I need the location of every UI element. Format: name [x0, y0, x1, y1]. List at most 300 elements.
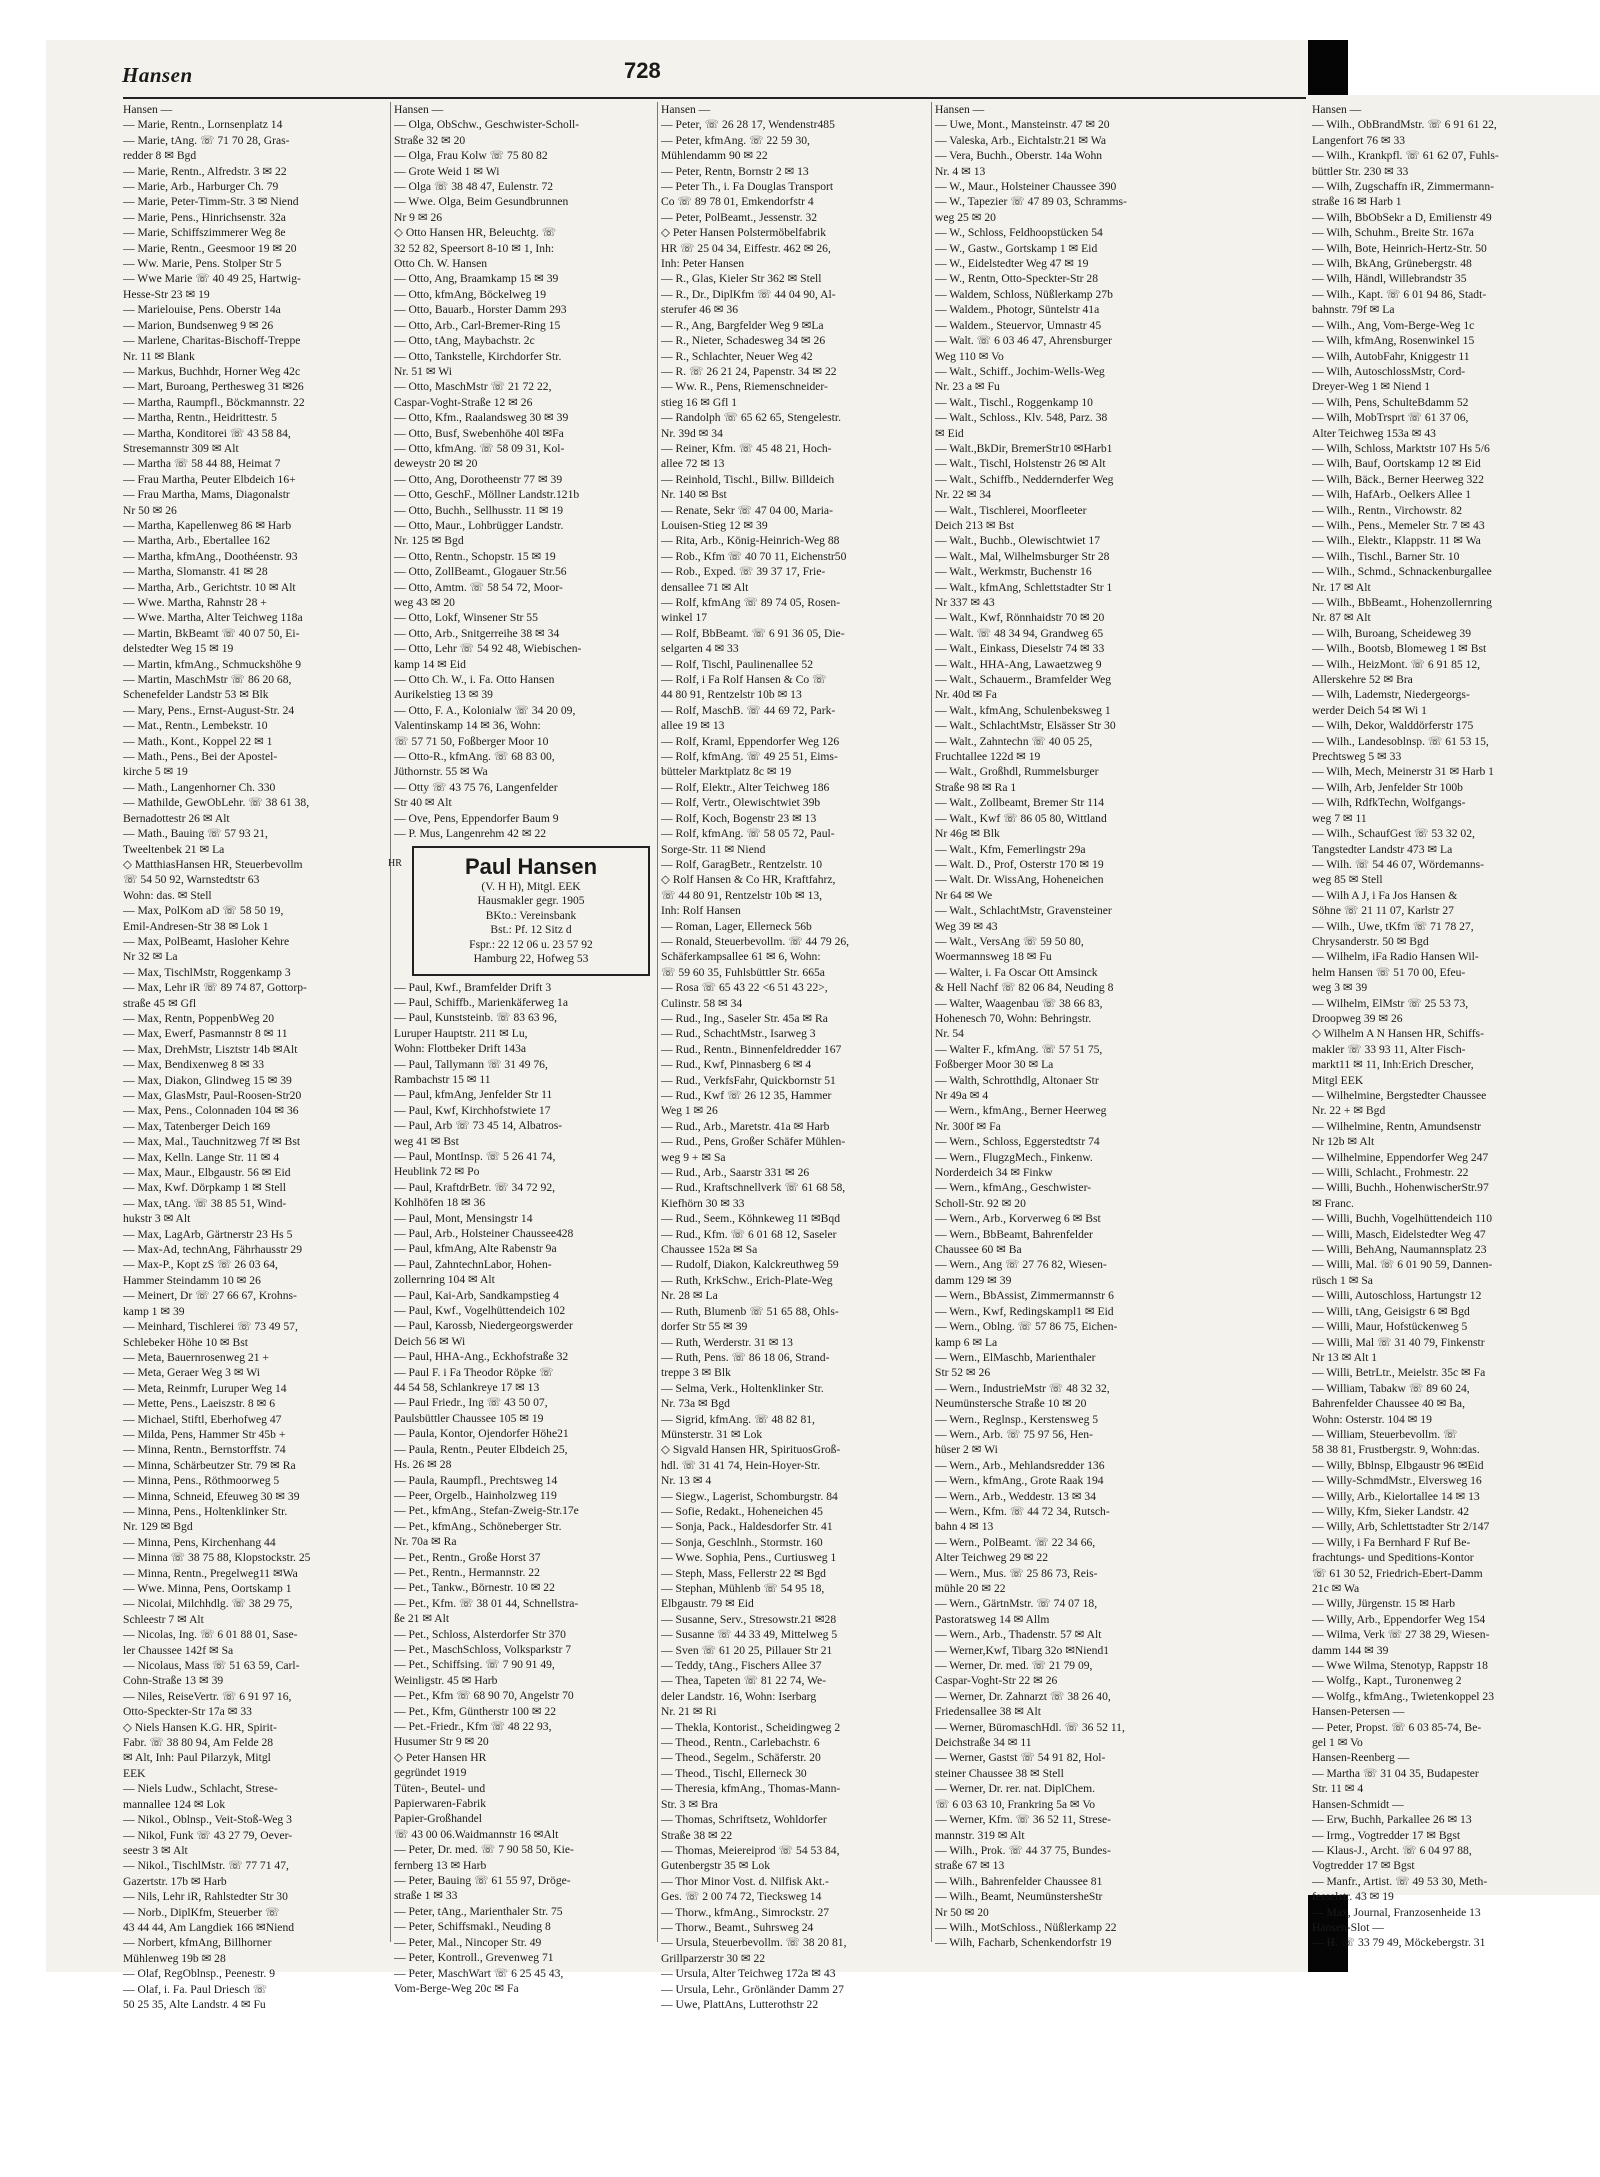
directory-entry: — Marie, tAng. ☏ 71 70 28, Gras-: [123, 133, 290, 147]
directory-entry: — Werner, Dr. rer. nat. DiplChem.: [935, 1782, 1096, 1796]
directory-entry: Nr 46g ✉ Blk: [935, 827, 1000, 841]
directory-entry: — Walt. D., Prof, Osterstr 170 ✉ 19: [935, 857, 1104, 871]
directory-entry: — Rud., Rentn., Binnenfeldredder 167: [661, 1042, 842, 1056]
directory-entry: — Wilh., Rentn., Virchowstr. 82: [1312, 503, 1463, 517]
directory-entry: weg 3 ✉ 39: [1312, 981, 1368, 995]
directory-entry: — Willi, BehAng, Naumannsplatz 23: [1312, 1243, 1487, 1257]
directory-entry: Schenefelder Landstr 53 ✉ Blk: [123, 688, 269, 702]
directory-entry: Neumünstersche Straße 10 ✉ 20: [935, 1397, 1087, 1411]
directory-entry: — Max, Bendixenweg 8 ✉ 33: [123, 1058, 265, 1072]
directory-entry: — Wolfg., kfmAng., Twietenkoppel 23: [1312, 1689, 1495, 1703]
directory-column-4: [935, 102, 1197, 1951]
directory-entry: — Wilh., Schmd., Schnackenburgallee: [1312, 565, 1492, 579]
directory-entry: — Wern., kfmAng., Geschwister-: [935, 1181, 1092, 1195]
ad-line: Fspr.: 22 12 06 u. 23 57 92: [469, 938, 593, 951]
directory-entry: — Martin, kfmAng., Schmuckshöhe 9: [123, 657, 302, 671]
directory-entry: kirche 5 ✉ 19: [123, 765, 188, 779]
directory-entry: — Paul, Schiffb., Marienkäferweg 1a: [394, 995, 568, 1009]
directory-entry: Otto Ch. W. Hansen: [394, 257, 488, 271]
directory-entry: — Willy, i Fa Bernhard F Ruf Be-: [1312, 1535, 1471, 1549]
directory-entry: — Wern., ElMaschb, Marienthaler: [935, 1350, 1096, 1364]
directory-entry: ☏ 6 03 63 10, Frankring 5a ✉ Vo: [935, 1797, 1096, 1811]
directory-entry: — Rud., Kfm. ☏ 6 01 68 12, Saseler: [661, 1227, 837, 1241]
directory-entry: — Markus, Buchhdr, Horner Weg 42c: [123, 364, 301, 378]
directory-entry: ✉ Eid: [935, 426, 964, 440]
directory-entry: Wohn: Osterstr. 104 ✉ 19: [1312, 1412, 1432, 1426]
directory-entry: — Pet., kfmAng., Stefan-Zweig-Str.17e: [394, 1504, 579, 1518]
directory-entry: — Wilh A J, i Fa Jos Hansen &: [1312, 888, 1458, 902]
directory-entry: Kohlhöfen 18 ✉ 36: [394, 1196, 486, 1210]
directory-entry: — Sigrid, kfmAng. ☏ 48 82 81,: [661, 1412, 815, 1426]
directory-entry: — Otto-R., kfmAng. ☏ 68 83 00,: [394, 750, 555, 764]
directory-entry: — Thor Minor Vost. d. Nilfisk Akt.-: [661, 1874, 829, 1888]
directory-entry: — Minna, Rentn., Pregelweg11 ✉Wa: [123, 1566, 298, 1580]
directory-entry: — Wilh, Schuhm., Breite Str. 167a: [1312, 226, 1474, 240]
ad-line: (V. H H), Mitgl. EEK: [481, 880, 581, 893]
directory-entry: — Willi, Buchh., HohenwischerStr.97: [1312, 1181, 1489, 1195]
directory-entry: selgarten 4 ✉ 33: [661, 642, 739, 656]
directory-entry: ◇ Peter Hansen Polstermöbelfabrik: [661, 226, 827, 240]
directory-entry: steiner Chaussee 38 ✉ Stell: [935, 1766, 1064, 1780]
directory-entry: — Wern., Kfm. ☏ 44 72 34, Rutsch-: [935, 1504, 1110, 1518]
directory-entry: damm 129 ✉ 39: [935, 1273, 1012, 1287]
directory-entry: Nr. 51 ✉ Wi: [394, 364, 452, 378]
directory-entry: — Wilh, Arb, Jenfelder Str 100b: [1312, 780, 1463, 794]
directory-column-2: [388, 102, 656, 1996]
directory-entry: — Wwe Marie ☏ 40 49 25, Hartwig-: [123, 272, 301, 286]
directory-entry: — Peter, ☏ 26 28 17, Wendenstr485: [661, 118, 835, 132]
directory-entry: — Rud., VerkfsFahr, Quickbornstr 51: [661, 1073, 836, 1087]
directory-entry: — Wilh., Bootsb, Blomeweg 1 ✉ Bst: [1312, 642, 1487, 656]
directory-entry: — Max, Maur., Elbgaustr. 56 ✉ Eid: [123, 1166, 291, 1180]
directory-entry: — R., Nieter, Schadesweg 34 ✉ 26: [661, 334, 826, 348]
directory-entry: Hansen-Slot —: [1312, 1920, 1384, 1934]
directory-entry: — Nicolaus, Mass ☏ 51 63 59, Carl-: [123, 1659, 300, 1673]
directory-entry: — Walt., Kwf, Rönnhaidstr 70 ✉ 20: [935, 611, 1105, 625]
directory-entry: — Wilh., Pens., Memeler Str. 7 ✉ 43: [1312, 518, 1485, 532]
directory-entry: — Walt., VersAng ☏ 59 50 80,: [935, 934, 1084, 948]
directory-entry: — Walt., Großhdl, Rummelsburger: [935, 765, 1099, 779]
directory-entry: — Werner, Dr. Zahnarzt ☏ 38 26 40,: [935, 1689, 1111, 1703]
directory-entry: Tüten-, Beutel- und: [394, 1781, 486, 1795]
directory-column-5: [1312, 102, 1596, 1951]
directory-entry: ☏ 59 60 35, Fuhlsbüttler Str. 665a: [661, 965, 825, 979]
directory-entry: — Walt. Dr. WissAng, Hoheneichen: [935, 873, 1104, 887]
directory-entry: — Marie, Schiffszimmerer Weg 8e: [123, 226, 286, 240]
directory-entry: Nr. 70a ✉ Ra: [394, 1535, 457, 1549]
directory-entry: — Math., Langenhorner Ch. 330: [123, 780, 276, 794]
directory-entry: — Walt.,BkDir, BremerStr10 ✉Harb1: [935, 441, 1113, 455]
directory-entry: weg 41 ✉ Bst: [394, 1134, 459, 1148]
directory-entry: ✉ Alt, Inh: Paul Pilarzyk, Mitgl: [123, 1751, 271, 1765]
directory-entry: Papier-Großhandel: [394, 1812, 482, 1826]
directory-entry: — Wilh., Kapt. ☏ 6 01 94 86, Stadt-: [1312, 287, 1487, 301]
directory-entry: — Olga ☏ 38 48 47, Eulenstr. 72: [394, 180, 554, 194]
directory-entry: — Walt., Zahntechn ☏ 40 05 25,: [935, 734, 1093, 748]
directory-entry: — Walt., Tischlerei, Moorfleeter: [935, 503, 1087, 517]
directory-entry: — Paula, Raumpfl., Prechtsweg 14: [394, 1473, 558, 1487]
directory-entry: — Paul, Arb ☏ 73 45 14, Albatros-: [394, 1119, 563, 1133]
directory-entry: — William, Tabakw ☏ 89 60 24,: [1312, 1381, 1470, 1395]
directory-entry: — Pet.-Friedr., Kfm ☏ 48 22 93,: [394, 1720, 552, 1733]
directory-entry: — Wwe Wilma, Stenotyp, Rappstr 18: [1312, 1659, 1488, 1673]
directory-entry: — Wilh, Bauf, Oortskamp 12 ✉ Eid: [1312, 457, 1481, 471]
directory-entry: Straße 38 ✉ 22: [661, 1828, 733, 1842]
directory-entry: ◇ Sigvald Hansen HR, SpirituosGroß-: [661, 1443, 841, 1457]
directory-entry: Fruchtallee 122d ✉ 19: [935, 750, 1041, 764]
directory-entry: — Rolf, MaschB. ☏ 44 69 72, Park-: [661, 703, 836, 717]
column-divider: [931, 102, 932, 1942]
directory-entry: — Olaf, i. Fa. Paul Driesch ☏: [123, 1982, 268, 1996]
directory-entry: — Wilh., Landesoblnsp. ☏ 61 53 15,: [1312, 734, 1489, 748]
directory-entry: Langenfort 76 ✉ 33: [1312, 133, 1406, 147]
directory-entry: — Niels Ludw., Schlacht, Strese-: [123, 1782, 278, 1796]
directory-entry: straße 1 ✉ 33: [394, 1889, 458, 1903]
directory-entry: — Willy, Bblnsp, Elbgaustr 96 ✉Eid: [1312, 1458, 1484, 1472]
directory-entry: — Minna, Pens, Kirchenhang 44: [123, 1535, 276, 1549]
directory-entry: büttler Str. 230 ✉ 33: [1312, 164, 1409, 178]
directory-entry: — Marie, Rentn., Geesmoor 19 ✉ 20: [123, 241, 297, 255]
directory-entry: Schäferkampsallee 61 ✉ 6, Wohn:: [661, 950, 821, 964]
ad-line: Hamburg 22, Hofweg 53: [473, 953, 589, 965]
directory-entry: — Peter, PolBeamt., Jessenstr. 32: [661, 210, 818, 224]
directory-entry: — Rolf, kfmAng ☏ 89 74 05, Rosen-: [661, 596, 841, 609]
directory-entry: — Waldem., Photogr, Süntelstr 41a: [935, 303, 1100, 317]
directory-entry: — Wwe. Olga, Beim Gesundbrunnen: [394, 195, 569, 209]
directory-entry: — Martha ☏ 58 44 88, Heimat 7: [123, 457, 281, 471]
directory-entry: ◇ Wilhelm A N Hansen HR, Schiffs-: [1312, 1027, 1484, 1041]
directory-entry: — Walt., SchlachtMstr, Gravensteiner: [935, 904, 1112, 918]
directory-entry: — Frau Martha, Peuter Elbdeich 16+: [123, 472, 296, 486]
directory-entry: Heublink 72 ✉ Po: [394, 1165, 480, 1179]
directory-entry: — Ruth, Werderstr. 31 ✉ 13: [661, 1335, 793, 1349]
directory-entry: — Walter F., kfmAng. ☏ 57 51 75,: [935, 1042, 1103, 1056]
directory-entry: — Otto, Buchh., Sellhusstr. 11 ✉ 19: [394, 503, 564, 517]
directory-entry: — Walter, Waagenbau ☏ 38 66 83,: [935, 996, 1103, 1010]
directory-entry: — Pet., Rentn., Hermannstr. 22: [394, 1565, 540, 1579]
directory-entry: — Pet., Kfm, Güntherstr 100 ✉ 22: [394, 1704, 557, 1718]
directory-entry: Ges. ☏ 2 00 74 72, Tiecksweg 14: [661, 1890, 822, 1904]
directory-entry: Nr. 54: [935, 1027, 964, 1041]
directory-entry: — Wern., kfmAng., Grote Raak 194: [935, 1474, 1104, 1488]
directory-entry: gel 1 ✉ Vo: [1312, 1736, 1363, 1750]
directory-entry: — Wern., Ang ☏ 27 76 82, Wiesen-: [935, 1258, 1107, 1272]
directory-entry: Nr 49a ✉ 4: [935, 1089, 989, 1102]
directory-entry: 32 52 82, Speersort 8-10 ✉ 1, Inh:: [394, 241, 555, 255]
directory-entry: — Wilh, MobTrsprt ☏ 61 37 06,: [1312, 411, 1469, 425]
column-divider: [657, 102, 658, 1942]
directory-entry: Hs. 26 ✉ 28: [394, 1458, 452, 1472]
directory-entry: — Ursula, Alter Teichweg 172a ✉ 43: [661, 1967, 836, 1981]
directory-entry: — Wilh, Dekor, Walddörferstr 175: [1312, 719, 1474, 733]
directory-entry: — Pet., Schloss, Alsterdorfer Str 370: [394, 1627, 566, 1641]
directory-entry: — Otto, Rentn., Schopstr. 15 ✉ 19: [394, 549, 556, 563]
directory-entry: Straße 32 ✉ 20: [394, 133, 466, 147]
directory-entry: — Renate, Sekr ☏ 47 04 00, Maria-: [661, 503, 833, 517]
directory-entry: — Wilh, Zugschaffn iR, Zimmermann-: [1312, 180, 1494, 194]
directory-entry: — Wilh, Mech, Meinerstr 31 ✉ Harb 1: [1312, 765, 1494, 779]
directory-entry: — Wern., PolBeamt. ☏ 22 34 66,: [935, 1535, 1096, 1549]
directory-entry: Nr. 28 ✉ La: [661, 1289, 718, 1303]
directory-entry: Tweeltenbek 21 ✉ La: [123, 842, 225, 856]
directory-entry: gegründet 1919: [394, 1766, 467, 1780]
directory-entry: Fabr. ☏ 38 80 94, Am Felde 28: [123, 1736, 274, 1750]
directory-entry: Scholl-Str. 92 ✉ 20: [935, 1196, 1026, 1210]
directory-entry: — Minna, Pens., Röthmoorweg 5: [123, 1474, 280, 1488]
directory-entry: bütteler Marktplatz 8c ✉ 19: [661, 765, 792, 779]
directory-entry: Weg 110 ✉ Vo: [935, 349, 1004, 363]
directory-entry: — Peter, Mal., Nincoper Str. 49: [394, 1935, 542, 1949]
directory-entry: Inh: Peter Hansen: [661, 257, 745, 271]
directory-entry: Caspar-Voght-Str 22 ✉ 26: [935, 1674, 1058, 1688]
directory-entry: — Pet., Rentn., Große Horst 37: [394, 1550, 541, 1564]
directory-entry: — Ursula, Steuerbevollm. ☏ 38 20 81,: [661, 1936, 847, 1950]
directory-entry: — Willi, Masch, Eidelstedter Weg 47: [1312, 1227, 1486, 1241]
directory-entry: — Paul, Mont, Mensingstr 14: [394, 1211, 533, 1225]
directory-entry: 43 44 44, Am Langdiek 166 ✉Niend: [123, 1920, 295, 1934]
directory-entry: — Paul, Kwf, Kirchhofstwiete 17: [394, 1103, 551, 1117]
directory-entry: Mitgl EEK: [1312, 1073, 1364, 1087]
directory-entry: — Pet., Kfm. ☏ 38 01 44, Schnellstra-: [394, 1596, 579, 1610]
directory-entry: — Theod., Rentn., Carlebachstr. 6: [661, 1736, 820, 1750]
directory-entry: Deich 56 ✉ Wi: [394, 1334, 466, 1348]
directory-entry: — Pet., kfmAng., Schöneberger Str.: [394, 1519, 562, 1533]
directory-entry: Otto-Speckter-Str 17a ✉ 33: [123, 1705, 252, 1719]
directory-entry: — Rolf, Tischl, Paulinenallee 52: [661, 657, 814, 671]
ad-title: Paul Hansen: [464, 853, 598, 879]
directory-entry: — Walt., Einkass, Dieselstr 74 ✉ 33: [935, 642, 1105, 656]
directory-entry: — Max, Journal, Franzosenheide 13: [1312, 1905, 1481, 1919]
directory-entry: — R., Schlachter, Neuer Weg 42: [661, 349, 813, 363]
directory-entry: Nr. 125 ✉ Bgd: [394, 534, 464, 548]
directory-entry: Bernadottestr 26 ✉ Alt: [123, 811, 230, 825]
directory-entry: — Thea, Tapeten ☏ 81 22 74, We-: [661, 1674, 827, 1688]
directory-entry: allee 19 ✉ 13: [661, 719, 725, 733]
directory-entry: — Wilh, HafArb., Oelkers Allee 1: [1312, 488, 1472, 502]
directory-entry: — Grote Weid 1 ✉ Wi: [394, 164, 500, 178]
directory-entry: Elbgaustr. 79 ✉ Eid: [661, 1597, 754, 1611]
directory-entry: — R., Ang, Bargfelder Weg 9 ✉La: [661, 318, 824, 332]
directory-entry: — W., Maur., Holsteiner Chaussee 390: [935, 180, 1117, 194]
directory-entry: — R., Dr., DiplKfm ☏ 44 04 90, Al-: [661, 287, 836, 301]
page-header: [76, 58, 1256, 98]
ad-line: Hausmakler gegr. 1905: [477, 895, 585, 907]
directory-entry: Prechtsweg 5 ✉ 33: [1312, 750, 1402, 764]
directory-entry: — Werner, BüromaschHdl. ☏ 36 52 11,: [935, 1720, 1125, 1734]
running-head: Hansen: [122, 63, 193, 87]
directory-entry: — Werner, Kfm. ☏ 36 52 11, Strese-: [935, 1813, 1112, 1827]
directory-entry: — Paul, kfmAng, Alte Rabenstr 9a: [394, 1242, 557, 1256]
directory-entry: redder 8 ✉ Bgd: [123, 149, 197, 163]
directory-entry: hukstr 3 ✉ Alt: [123, 1212, 191, 1226]
directory-entry: — Rolf, Vertr., Olewischtwiet 39b: [661, 796, 821, 810]
directory-entry: — Willy, Arb, Schlettstadter Str 2/147: [1312, 1520, 1490, 1534]
directory-entry: — Uwe, Mont., Mansteinstr. 47 ✉ 20: [935, 118, 1110, 132]
directory-entry: — Rud., Arb., Maretstr. 41a ✉ Harb: [661, 1119, 830, 1133]
directory-entry: — Martin, BkBeamt ☏ 40 07 50, Ei-: [123, 626, 300, 640]
directory-entry: — Susanne ☏ 44 33 49, Mittelweg 5: [661, 1628, 838, 1642]
directory-entry: — Wilh., Krankpfl. ☏ 61 62 07, Fuhls-: [1312, 149, 1499, 163]
directory-entry: fernberg 13 ✉ Harb: [394, 1858, 487, 1872]
directory-entry: — Wilh., ObBrandMstr. ☏ 6 91 61 22,: [1312, 118, 1497, 132]
directory-entry: — Manfr., Artist. ☏ 49 53 30, Meth-: [1312, 1874, 1488, 1888]
directory-entry: werder Deich 54 ✉ Wi 1: [1312, 703, 1427, 717]
directory-entry: — Paul, Kwf., Bramfelder Drift 3: [394, 980, 552, 994]
directory-entry: — Otto Ch. W., i. Fa. Otto Hansen: [394, 673, 555, 687]
directory-entry: Nr. 40d ✉ Fa: [935, 688, 997, 702]
directory-entry: — Otto, Kfm., Raalandsweg 30 ✉ 39: [394, 411, 569, 425]
directory-entry: — Wilh., Tischl., Barner Str. 10: [1312, 549, 1460, 563]
directory-entry: Rambachstr 15 ✉ 11: [394, 1072, 491, 1086]
directory-entry: — Wern., Arb., Thadenstr. 57 ✉ Alt: [935, 1628, 1102, 1642]
directory-entry: — Sonja, Geschlnh., Stormstr. 160: [661, 1535, 823, 1549]
directory-entry: — Wilh, BbObSekr a D, Emilienstr 49: [1312, 210, 1492, 224]
directory-entry: Allerskehre 52 ✉ Bra: [1312, 673, 1413, 687]
directory-entry: Mühlenweg 19b ✉ 28: [123, 1951, 226, 1965]
directory-entry: ◇ Rolf Hansen & Co HR, Kraftfahrz,: [661, 873, 836, 887]
directory-entry: — Olga, ObSchw., Geschwister-Scholl-: [394, 118, 580, 132]
directory-entry: — Willi, Autoschloss, Hartungstr 12: [1312, 1289, 1482, 1303]
directory-entry: Mühlendamm 90 ✉ 22: [661, 149, 768, 163]
directory-entry: Kiefhörn 30 ✉ 33: [661, 1196, 745, 1210]
directory-entry: — Paul, Kai-Arb, Sandkampstieg 4: [394, 1288, 559, 1302]
directory-entry: — Max, Tatenberger Deich 169: [123, 1119, 271, 1133]
directory-entry: — Steph, Mass, Fellerstr 22 ✉ Bgd: [661, 1566, 826, 1580]
directory-entry: — Martha ☏ 31 04 35, Budapester: [1312, 1766, 1479, 1780]
directory-entry: makler ☏ 33 93 11, Alter Fisch-: [1312, 1042, 1466, 1056]
directory-entry: Deich 213 ✉ Bst: [935, 518, 1014, 532]
directory-entry: — Walt., HHA-Ang, Lawaetzweg 9: [935, 657, 1102, 671]
directory-entry: — Rud., Kwf ☏ 26 12 35, Hammer: [661, 1089, 832, 1102]
directory-entry: weg 85 ✉ Stell: [1312, 873, 1383, 887]
directory-entry: Norderdeich 34 ✉ Finkw: [935, 1166, 1053, 1180]
directory-entry: — Vera, Buchh., Oberstr. 14a Wohn: [935, 149, 1103, 163]
directory-entry: — Minna, Schärbeutzer Str. 79 ✉ Ra: [123, 1458, 296, 1472]
directory-entry: — Valeska, Arb., Eichtalstr.21 ✉ Wa: [935, 133, 1106, 147]
directory-entry: Nr. 17 ✉ Alt: [1312, 580, 1371, 594]
directory-entry: 44 80 91, Rentzelstr 10b ✉ 13: [661, 688, 802, 702]
directory-entry: — Siegw., Lagerist, Schomburgstr. 84: [661, 1489, 838, 1503]
directory-entry: Str 40 ✉ Alt: [394, 796, 452, 810]
directory-entry: mannallee 124 ✉ Lok: [123, 1797, 226, 1811]
directory-entry: Nr. 13 ✉ 4: [661, 1474, 712, 1488]
directory-entry: — Martha, kfmAng., Doothéenstr. 93: [123, 549, 298, 563]
directory-entry: — Mat., Rentn., Lembekstr. 10: [123, 719, 268, 733]
directory-entry: — Paul, Kunststeinb. ☏ 83 63 96,: [394, 1011, 557, 1025]
directory-entry: — W., Rentn, Otto-Speckter-Str 28: [935, 272, 1099, 286]
directory-entry: — R., Glas, Kieler Str 362 ✉ Stell: [661, 272, 822, 286]
directory-entry: — Marie, Rentn., Lornsenplatz 14: [123, 118, 283, 132]
directory-entry: dorfer Str 55 ✉ 39: [661, 1320, 748, 1334]
directory-entry: hdl. ☏ 31 41 74, Hein-Hoyer-Str.: [661, 1458, 821, 1472]
directory-entry: Husumer Str 9 ✉ 20: [394, 1735, 489, 1749]
directory-entry: Söhne ☏ 21 11 07, Karlstr 27: [1312, 904, 1454, 918]
directory-entry: — Wilh, BkAng, Grünebergstr. 48: [1312, 257, 1472, 271]
directory-entry: 21c ✉ Wa: [1312, 1582, 1360, 1595]
directory-entry: — Pet., Schiffsing. ☏ 7 90 91 49,: [394, 1658, 555, 1672]
directory-entry: Louisen-Stieg 12 ✉ 39: [661, 518, 768, 532]
directory-entry: — Wilh., Uwe, tKfm ☏ 71 78 27,: [1312, 919, 1474, 933]
directory-entry: EEK: [123, 1766, 146, 1780]
directory-entry: — Wilh., HeizMont. ☏ 6 91 85 12,: [1312, 657, 1481, 671]
directory-entry: Alter Teichweg 153a ✉ 43: [1312, 426, 1436, 440]
directory-entry: Tangstedter Landstr 473 ✉ La: [1312, 842, 1453, 856]
directory-entry: — Minna ☏ 38 75 88, Klopstockstr. 25: [123, 1551, 311, 1565]
directory-entry: Valentinskamp 14 ✉ 36, Wohn:: [394, 719, 541, 733]
directory-entry: — Marie, Peter-Timm-Str. 3 ✉ Niend: [123, 195, 299, 209]
directory-entry: — W., Eidelstedter Weg 47 ✉ 19: [935, 257, 1089, 271]
directory-entry: — Wilh., Bahrenfelder Chaussee 81: [935, 1874, 1103, 1888]
directory-entry: ◇ Otto Hansen HR, Beleuchtg. ☏: [394, 226, 557, 240]
directory-entry: — Wilhelmine, Bergstedter Chaussee: [1312, 1089, 1487, 1102]
directory-entry: — Peter Th., i. Fa Douglas Transport: [661, 180, 834, 194]
directory-entry: — Walt., Tischl, Holstenstr 26 ✉ Alt: [935, 457, 1106, 471]
directory-entry: — Wern., kfmAng., Berner Heerweg: [935, 1104, 1107, 1118]
directory-entry: Nr 32 ✉ La: [123, 950, 178, 964]
directory-entry: — Martha, Konditorei ☏ 43 58 84,: [123, 426, 291, 440]
directory-entry: — Frau Martha, Mams, Diagonalstr: [123, 488, 290, 502]
directory-entry: — Martha, Kapellenweg 86 ✉ Harb: [123, 518, 292, 532]
directory-entry: — Waldem, Schloss, Nüßlerkamp 27b: [935, 287, 1113, 301]
directory-entry: — Meinhard, Tischlerei ☏ 73 49 57,: [123, 1320, 298, 1334]
directory-entry: — Rud., Ing., Saseler Str. 45a ✉ Ra: [661, 1011, 828, 1025]
directory-column-3: [661, 102, 923, 2012]
directory-entry: Jüthornstr. 55 ✉ Wa: [394, 765, 488, 779]
directory-entry: fesselstr. 43 ✉ 19: [1312, 1890, 1394, 1904]
directory-entry: bahnstr. 79f ✉ La: [1312, 303, 1395, 317]
directory-entry: — Nicolai, Milchhdlg. ☏ 38 29 75,: [123, 1597, 293, 1611]
directory-entry: Hansen-Petersen —: [1312, 1705, 1405, 1719]
directory-entry: Grillparzerstr 30 ✉ 22: [661, 1951, 766, 1965]
directory-entry: — Max, Pens., Colonnaden 104 ✉ 36: [123, 1104, 299, 1118]
directory-entry: — Walt., Tischl., Roggenkamp 10: [935, 395, 1093, 409]
directory-entry: — Minna, Pens., Holtenklinker Str.: [123, 1504, 288, 1518]
directory-entry: Hansen —: [661, 103, 711, 116]
directory-entry: — Wwe. Martha, Alter Teichweg 118a: [123, 611, 303, 625]
directory-entry: — Paul, KraftdrBetr. ☏ 34 72 92,: [394, 1180, 556, 1194]
directory-entry: — Max, TischlMstr, Roggenkamp 3: [123, 965, 291, 979]
directory-entry: — Martha, Slomanstr. 41 ✉ 28: [123, 565, 268, 579]
directory-entry: — Milda, Pens, Hammer Str 45b +: [123, 1427, 286, 1441]
directory-entry: — Wern., Arb., Mehlandsredder 136: [935, 1458, 1105, 1472]
directory-entry: — Math., Kont., Koppel 22 ✉ 1: [123, 734, 273, 748]
directory-entry: — Wilh, RdfkTechn, Wolfgangs-: [1312, 796, 1466, 810]
directory-entry: — Walt. ☏ 6 03 46 47, Ahrensburger: [935, 334, 1113, 348]
directory-entry: — Irmg., Vogtredder 17 ✉ Bgst: [1312, 1828, 1461, 1842]
directory-entry: — Wilhelm, iFa Radio Hansen Wil-: [1312, 950, 1479, 964]
directory-entry: — Rosa ☏ 65 43 22 <6 51 43 22>,: [661, 981, 828, 995]
directory-entry: mühle 20 ✉ 22: [935, 1582, 1006, 1595]
directory-entry: — Wern., Arb., Korverweg 6 ✉ Bst: [935, 1212, 1101, 1226]
directory-entry: — Randolph ☏ 65 62 65, Stengelestr.: [661, 411, 842, 425]
directory-entry: — Sonja, Pack., Haldesdorfer Str. 41: [661, 1520, 833, 1534]
directory-entry: — Otto, Maur., Lohbrügger Landstr.: [394, 518, 564, 532]
directory-entry: stieg 16 ✉ Gfl 1: [661, 395, 738, 409]
directory-entry: Droopweg 39 ✉ 26: [1312, 1011, 1403, 1025]
directory-entry: — Pet., Tankw., Börnestr. 10 ✉ 22: [394, 1581, 555, 1595]
directory-entry: — Wilh., BbBeamt., Hohenzollernring: [1312, 596, 1492, 609]
directory-entry: — Martha, Arb., Gerichtstr. 10 ✉ Alt: [123, 580, 296, 594]
directory-entry: — Ronald, Steuerbevollm. ☏ 44 79 26,: [661, 934, 850, 948]
directory-entry: — Peter, Kontroll., Grevenweg 71: [394, 1951, 554, 1965]
directory-entry: — Rolf, Koch, Bogenstr 23 ✉ 13: [661, 811, 817, 825]
directory-entry: ler Chaussee 142f ✉ Sa: [123, 1643, 234, 1657]
directory-entry: — Otto, kfmAng, Böckelweg 19: [394, 287, 546, 301]
directory-entry: — Wilhelmine, Rentn, Amundsenstr: [1312, 1119, 1482, 1133]
directory-entry: — Rolf, BbBeamt. ☏ 6 91 36 05, Die-: [661, 626, 845, 640]
directory-entry: straße 45 ✉ Gfl: [123, 996, 197, 1010]
directory-entry: Culinstr. 58 ✉ 34: [661, 996, 743, 1010]
